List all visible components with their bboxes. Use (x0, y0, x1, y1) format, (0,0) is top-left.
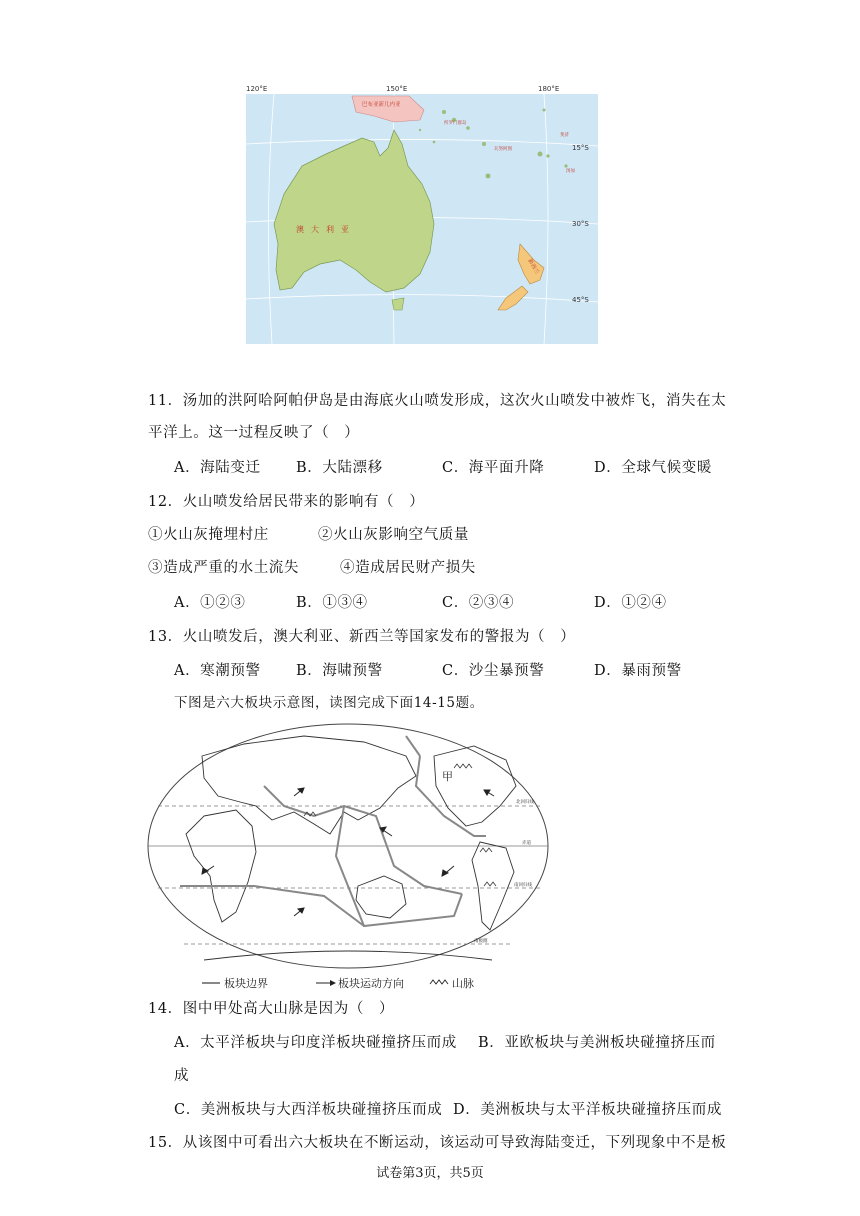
q13-option-b[interactable]: B．海啸预警 (296, 663, 383, 679)
q13-option-c[interactable]: C．沙尘暴预警 (442, 663, 545, 679)
small-label-vanuatu: 瓦努阿图 (494, 147, 512, 152)
nz-label: 新西兰 (526, 258, 540, 276)
q15-stem: 15．从该图中可看出六大板块在不断运动，该运动可导致海陆变迁，下列现象中不是板 (148, 1135, 727, 1151)
q12-item-2: ②火山灰影响空气质量 (318, 527, 469, 543)
png-label: 巴布亚新几内亚 (362, 102, 401, 108)
q12-item-3: ③造成严重的水土流失 (148, 560, 299, 576)
q13-option-a[interactable]: A．寒潮预警 (174, 663, 261, 679)
q12-item-1: ①火山灰掩埋村庄 (148, 527, 269, 543)
equator-label: 赤道 (522, 841, 531, 846)
lat-label-30s: 30°S (572, 220, 589, 228)
page-footer: 试卷第3页，共5页 (376, 1166, 484, 1181)
q14-option-b-continued: 成 (174, 1068, 190, 1084)
q14-stem: 14．图中甲处高大山脉是因为（ ） (148, 1001, 395, 1017)
q12-item-4: ④造成居民财产损失 (340, 560, 476, 576)
q13-stem: 13．火山喷发后，澳大利亚、新西兰等国家发布的警报为（ ） (148, 629, 576, 645)
tasmania-shape (392, 298, 404, 310)
legend-boundary-label: 板块边界 (224, 977, 268, 990)
tropic-capricorn-label: 南回归线 (514, 883, 532, 888)
small-label-solomon: 所罗门群岛 (444, 121, 467, 126)
lon-label-120: 120°E (246, 85, 268, 93)
q14-option-c[interactable]: C．美洲板块与大西洋板块碰撞挤压而成 (174, 1102, 443, 1118)
lon-label-180: 180°E (538, 85, 560, 93)
q12-option-c[interactable]: C．②③④ (442, 595, 515, 611)
small-label-fiji: 斐济 (560, 133, 569, 138)
q14-option-a[interactable]: A．太平洋板块与印度洋板块碰撞挤压而成 (174, 1035, 457, 1051)
lat-label-15s: 15°S (572, 144, 589, 152)
map2-legend (202, 976, 474, 990)
section-intro: 下图是六大板块示意图，读图完成下面14-15题。 (174, 695, 484, 711)
q11-option-b[interactable]: B．大陆漂移 (296, 460, 383, 476)
q12-option-d[interactable]: D．①②④ (594, 595, 667, 611)
q11-option-a[interactable]: A．海陆变迁 (174, 460, 261, 476)
legend-motion-label: 板块运动方向 (338, 977, 404, 990)
q12-stem: 12．火山喷发给居民带来的影响有（ ） (148, 494, 425, 510)
q14-option-d[interactable]: D．美洲板块与太平洋板块碰撞挤压而成 (453, 1102, 722, 1118)
lat-label-45s: 45°S (572, 296, 589, 304)
australia-label: 澳大利亚 (296, 225, 356, 234)
q11-stem-line2: 平洋上。这一过程反映了（ ） (148, 425, 360, 441)
oceania-map (244, 84, 600, 346)
q14-option-b[interactable]: B．亚欧板块与美洲板块碰撞挤压而 (478, 1035, 716, 1051)
jia-label: 甲 (442, 770, 453, 783)
q12-option-b[interactable]: B．①③④ (296, 595, 368, 611)
q12-option-a[interactable]: A．①②③ (174, 595, 246, 611)
lon-label-150: 150°E (386, 85, 408, 93)
antarctic-circle-label: 南极圈 (474, 939, 488, 944)
legend-mountain-label: 山脉 (452, 977, 474, 990)
plates-map (144, 716, 556, 994)
small-label-tonga: 汤加 (566, 169, 575, 174)
q13-option-d[interactable]: D．暴雨预警 (594, 663, 682, 679)
q11-option-d[interactable]: D．全球气候变暖 (594, 460, 712, 476)
q11-stem-line1: 11．汤加的洪阿哈阿帕伊岛是由海底火山喷发形成，这次火山喷发中被炸飞，消失在太 (148, 393, 727, 409)
tropic-cancer-label: 北回归线 (516, 800, 534, 805)
q11-option-c[interactable]: C．海平面升降 (442, 460, 545, 476)
